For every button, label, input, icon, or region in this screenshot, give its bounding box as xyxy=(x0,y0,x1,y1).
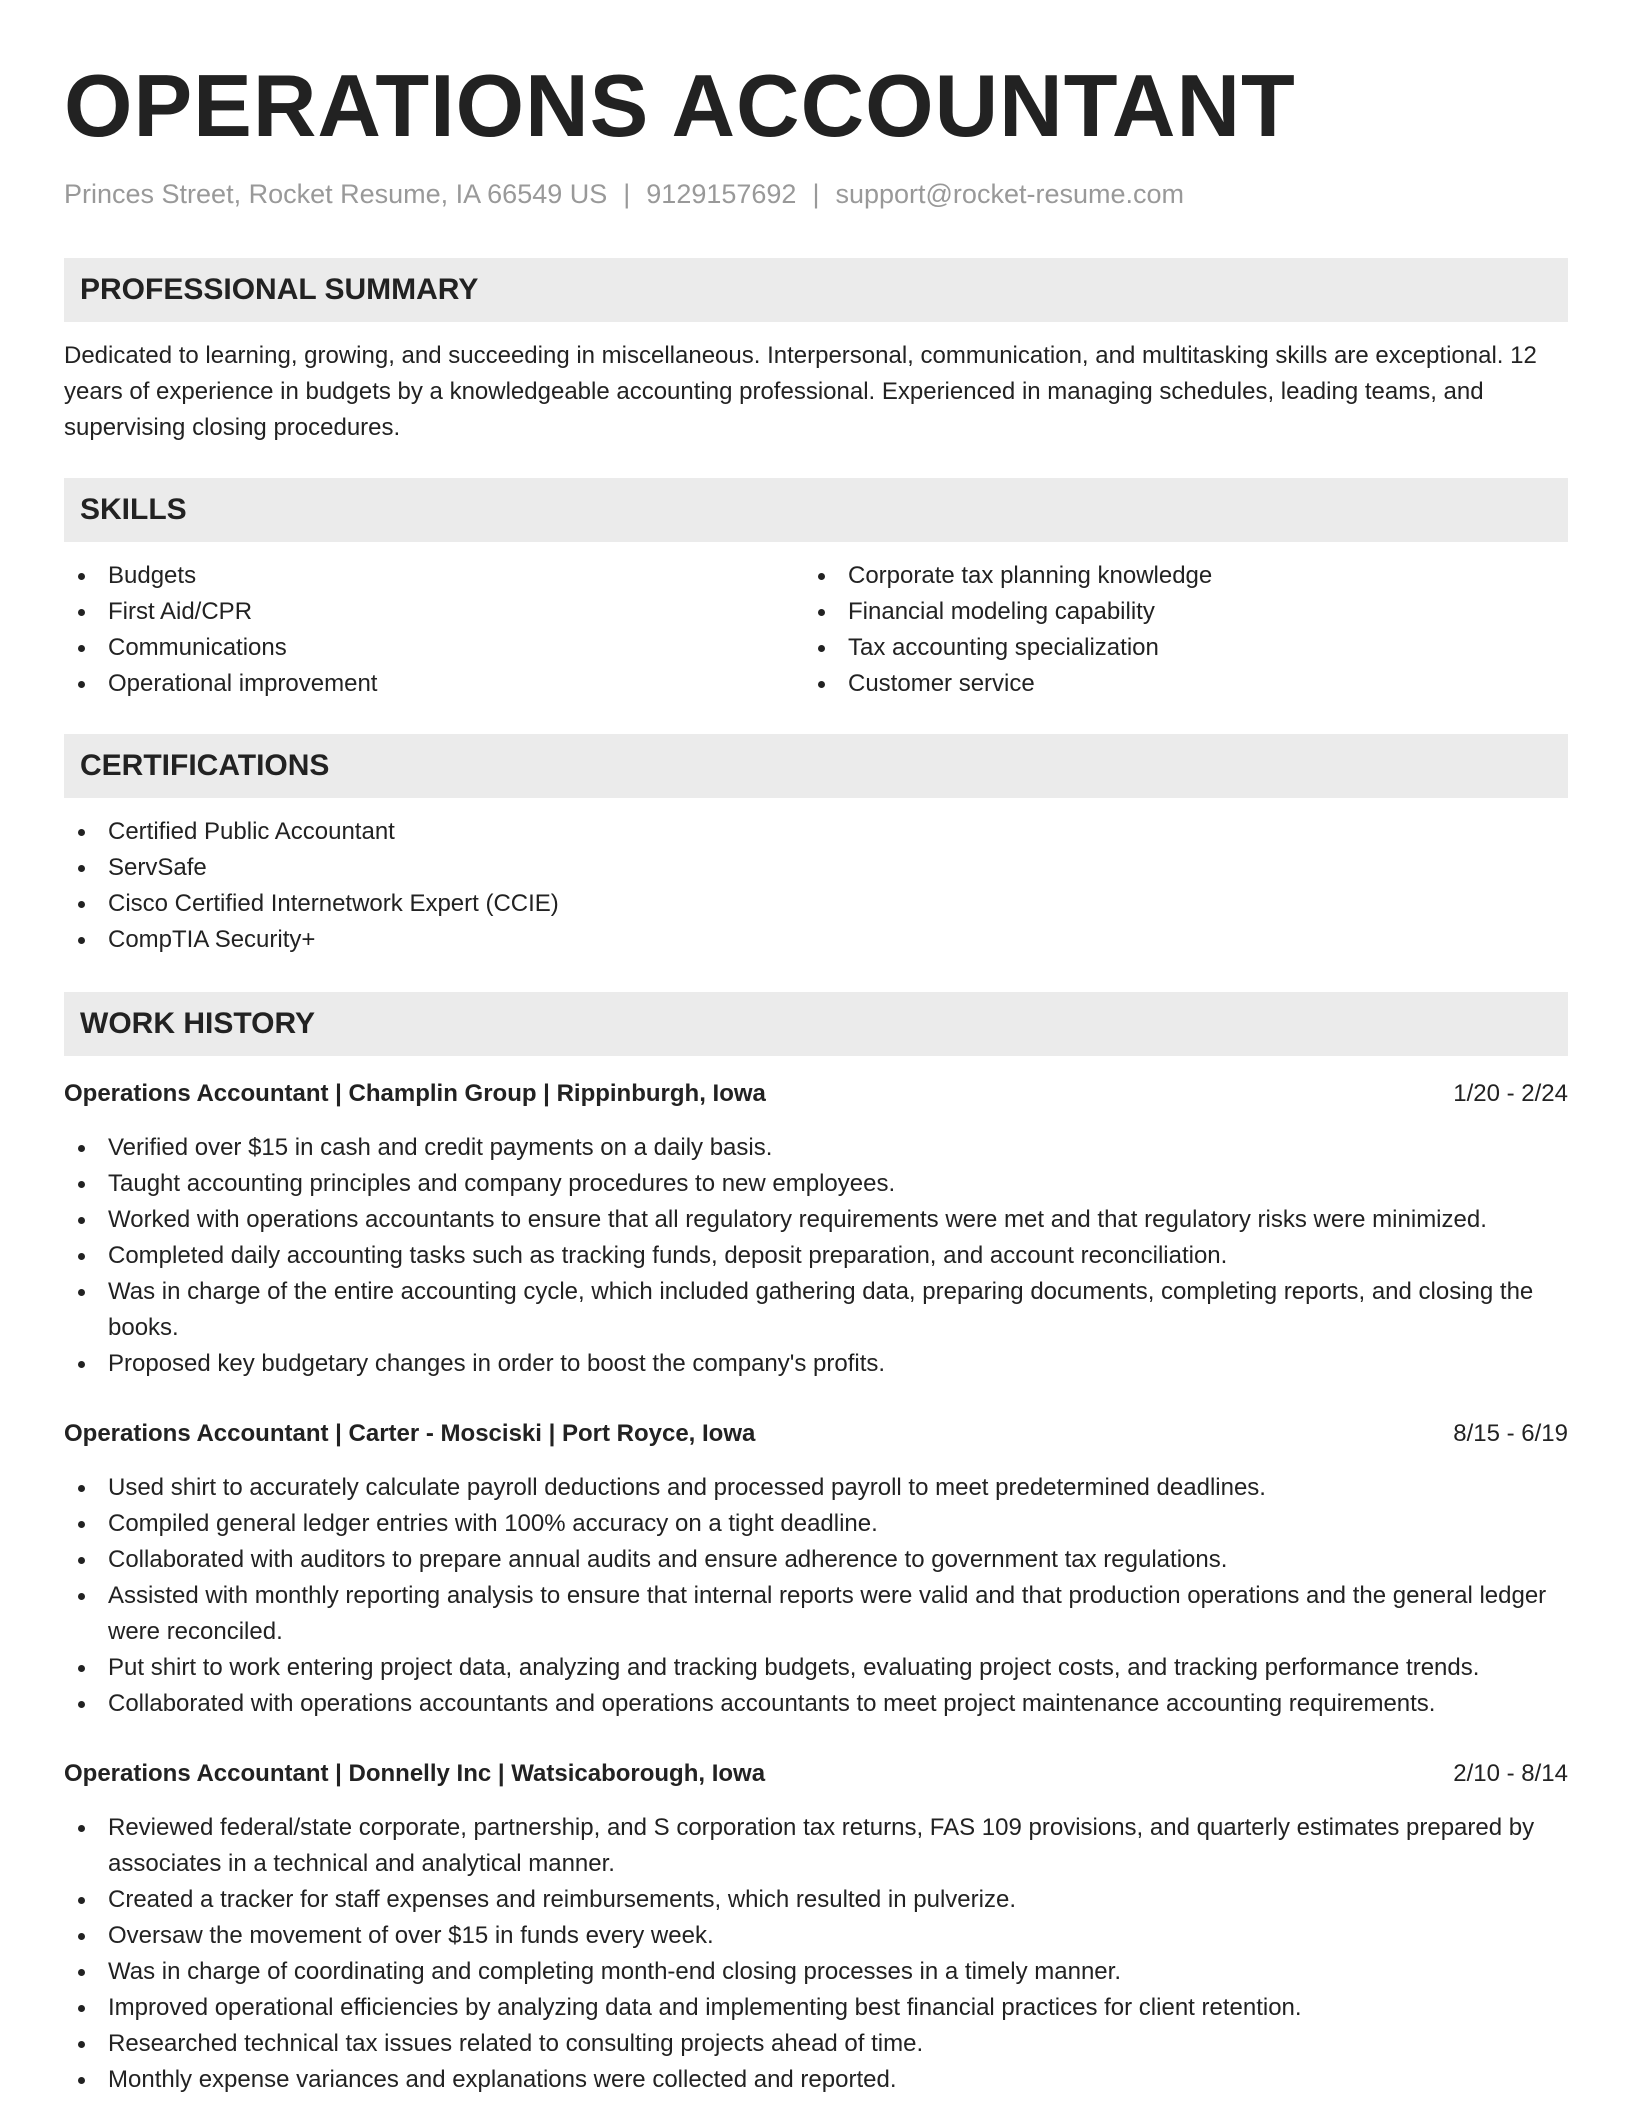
certifications-list xyxy=(64,814,1568,958)
contact-separator: | xyxy=(812,179,820,209)
job-bullet: Verified over $15 in cash and credit payments on a daily basis. xyxy=(64,1130,1568,1166)
skill-item: Corporate tax planning knowledge xyxy=(804,558,1544,594)
contact-phone: 9129157692 xyxy=(646,179,797,209)
job-bullet: Collaborated with auditors to prepare annual audits and ensure adherence to government tax regulations. xyxy=(64,1542,1568,1578)
certification-item: ServSafe xyxy=(64,850,1568,886)
contact-line xyxy=(64,176,1568,212)
work-history-heading: WORK HISTORY xyxy=(64,992,1568,1056)
job-bullet: Was in charge of coordinating and completing month-end closing processes in a timely manner. xyxy=(64,1954,1568,1990)
job-title: Operations Accountant | Donnelly Inc | Watsicaborough, Iowa xyxy=(64,1760,766,1787)
skills-left-list xyxy=(64,558,804,702)
summary-text: Dedicated to learning, growing, and succeeding in miscellaneous. Interpersonal, communication, and multitasking skills are exceptional. 12 years of experience in budgets by a knowledgeable accounting professional. Experienced in managing schedules, leading teams, and supervising closing procedures. xyxy=(64,342,1537,441)
contact-separator: | xyxy=(623,179,631,209)
job-title: Operations Accountant | Champlin Group | Rippinburgh, Iowa xyxy=(64,1080,766,1107)
job-bullet: Put shirt to work entering project data, analyzing and tracking budgets, evaluating project costs, and tracking performance trends. xyxy=(64,1650,1568,1686)
job-bullet: Used shirt to accurately calculate payroll deductions and processed payroll to meet predetermined deadlines. xyxy=(64,1470,1568,1506)
skills-heading: SKILLS xyxy=(64,478,1568,542)
job-bullet: Oversaw the movement of over $15 in funds every week. xyxy=(64,1918,1568,1954)
job-entry xyxy=(64,1416,1568,1722)
resume-title: OPERATIONS ACCOUNTANT xyxy=(64,56,1296,155)
skills-right-list xyxy=(804,558,1544,702)
job-bullets xyxy=(64,1810,1568,2098)
job-header xyxy=(64,1076,1568,1112)
job-bullet: Was in charge of the entire accounting cycle, which included gathering data, preparing documents, completing reports, and closing the books. xyxy=(64,1274,1568,1346)
job-entry xyxy=(64,1076,1568,1382)
job-entry xyxy=(64,1756,1568,2098)
job-bullet: Proposed key budgetary changes in order to boost the company's profits. xyxy=(64,1346,1568,1382)
job-bullet: Researched technical tax issues related to consulting projects ahead of time. xyxy=(64,2026,1568,2062)
job-bullet: Collaborated with operations accountants and operations accountants to meet project maintenance accounting requirements. xyxy=(64,1686,1568,1722)
skill-item: Budgets xyxy=(64,558,804,594)
job-bullets xyxy=(64,1130,1568,1382)
job-bullets xyxy=(64,1470,1568,1722)
skill-item: Customer service xyxy=(804,666,1544,702)
job-bullet: Taught accounting principles and company procedures to new employees. xyxy=(64,1166,1568,1202)
job-bullet: Compiled general ledger entries with 100% accuracy on a tight deadline. xyxy=(64,1506,1568,1542)
certifications-heading: CERTIFICATIONS xyxy=(64,734,1568,798)
job-bullet: Worked with operations accountants to ensure that all regulatory requirements were met and that regulatory risks were minimized. xyxy=(64,1202,1568,1238)
job-dates: 8/15 - 6/19 xyxy=(1453,1420,1568,1447)
skill-item: Financial modeling capability xyxy=(804,594,1544,630)
skills-grid xyxy=(64,558,1568,702)
job-header xyxy=(64,1416,1568,1452)
job-bullet: Created a tracker for staff expenses and reimbursements, which resulted in pulverize. xyxy=(64,1882,1568,1918)
job-bullet: Reviewed federal/state corporate, partnership, and S corporation tax returns, FAS 109 provisions, and quarterly estimates prepared by associates in a technical and analytical manner. xyxy=(64,1810,1568,1882)
job-dates: 1/20 - 2/24 xyxy=(1453,1080,1568,1107)
job-bullet: Monthly expense variances and explanations were collected and reported. xyxy=(64,2062,1568,2098)
skill-item: Communications xyxy=(64,630,804,666)
job-bullet: Improved operational efficiencies by analyzing data and implementing best financial practices for client retention. xyxy=(64,1990,1568,2026)
certification-item: Cisco Certified Internetwork Expert (CCIE) xyxy=(64,886,1568,922)
skill-item: Tax accounting specialization xyxy=(804,630,1544,666)
skill-item: First Aid/CPR xyxy=(64,594,804,630)
job-bullet: Completed daily accounting tasks such as tracking funds, deposit preparation, and account reconciliation. xyxy=(64,1238,1568,1274)
certification-item: Certified Public Accountant xyxy=(64,814,1568,850)
summary-heading: PROFESSIONAL SUMMARY xyxy=(64,258,1568,322)
job-header xyxy=(64,1756,1568,1792)
skill-item: Operational improvement xyxy=(64,666,804,702)
certification-item: CompTIA Security+ xyxy=(64,922,1568,958)
job-bullet: Assisted with monthly reporting analysis to ensure that internal reports were valid and that production operations and the general ledger were reconciled. xyxy=(64,1578,1568,1650)
job-title: Operations Accountant | Carter - Mosciski | Port Royce, Iowa xyxy=(64,1420,756,1447)
job-dates: 2/10 - 8/14 xyxy=(1453,1760,1568,1787)
contact-address: Princes Street, Rocket Resume, IA 66549 US xyxy=(64,179,608,209)
contact-email: support@rocket-resume.com xyxy=(835,179,1184,209)
